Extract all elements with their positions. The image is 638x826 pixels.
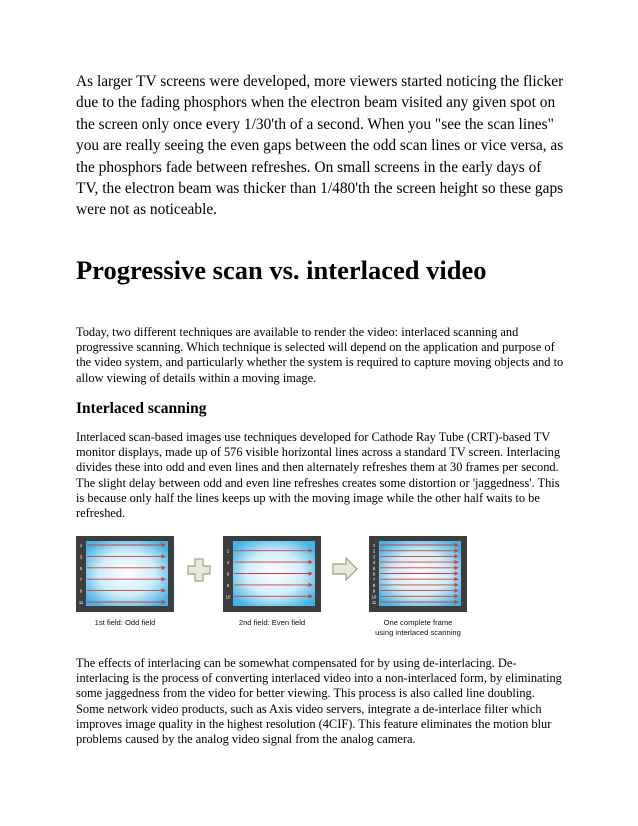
scan-line-number: 8 bbox=[226, 582, 230, 588]
scan-line-number: 3 bbox=[372, 554, 376, 560]
intro-paragraph: As larger TV screens were developed, more viewers started noticing the flicker due to the fading phosphors when the electron beam visited any given spot on the screen only once every 1/30'th of a second. When you "see the scan lines" you are really seeing the even gaps between the odd scan lines or vice versa, as the phosphors fade between refreshes. On small screens in the early days of TV, the electron beam was thicker than 1/480'th the screen height so these gaps were not as noticeable. bbox=[76, 73, 564, 219]
subsection-heading: Interlaced scanning bbox=[76, 400, 207, 417]
screen-area bbox=[86, 541, 168, 606]
scan-line-number: 10 bbox=[225, 594, 231, 600]
odd-field-screen bbox=[76, 536, 174, 612]
scan-line-number: 1 bbox=[372, 543, 376, 548]
interlaced-paragraph: Interlaced scan-based images use techniques developed for Cathode Ray Tube (CRT)-based TV monitor displays, made up of 576 visible horizontal lines across a standard TV screen. Interlacing divides these into odd and even lines and then alternately refreshes them at 30 frames per second. The slight delay between odd and even line refreshes creates some distortion or 'jaggedness'. This is because only half the lines keeps up with the moving image while the other half waits to be refreshed. bbox=[76, 430, 561, 521]
scan-line-number: 6 bbox=[226, 571, 230, 577]
even-field-screen bbox=[223, 536, 321, 612]
scan-line-number: 6 bbox=[372, 571, 376, 577]
scan-line-number: 11 bbox=[371, 600, 377, 605]
scan-line-number: 1 bbox=[79, 543, 83, 548]
arrow-right-icon bbox=[332, 557, 358, 581]
complete-frame-caption-line2: using interlaced scanning bbox=[375, 628, 461, 637]
plus-icon bbox=[187, 558, 211, 582]
complete-frame-screen bbox=[369, 536, 467, 612]
interlaced-scanning-figure bbox=[76, 536, 476, 646]
scan-line-number: 11 bbox=[78, 600, 84, 605]
scan-line-number: 5 bbox=[372, 565, 376, 571]
deinterlacing-paragraph: The effects of interlacing can be somewhat compensated for by using de-interlacing. De-interlacing is the process of converting interlaced video into a non-interlaced form, by eliminating some jaggedness from the video for better viewing. This process is also called line doubling. Some network video products, such as Axis video servers, integrate a de-interlace filter which improves image quality in the highest resolution (4CIF). This feature eliminates the motion blur problems caused by the analog video signal from the analog camera. bbox=[76, 656, 562, 747]
scan-line-number: 8 bbox=[372, 582, 376, 588]
scan-line-number: 7 bbox=[79, 577, 83, 583]
even-field-caption: 2nd field: Even field bbox=[238, 618, 306, 627]
scan-line-number: 5 bbox=[79, 565, 83, 571]
section-heading: Progressive scan vs. interlaced video bbox=[76, 255, 487, 285]
scan-line-number: 9 bbox=[372, 588, 376, 594]
scan-line-number: 2 bbox=[372, 548, 376, 554]
scan-line-number: 9 bbox=[79, 588, 83, 594]
scan-line-number: 4 bbox=[226, 560, 230, 566]
complete-frame-caption-line1: One complete frame bbox=[383, 618, 453, 627]
scan-line-number: 4 bbox=[372, 560, 376, 566]
scan-line-number: 3 bbox=[79, 554, 83, 560]
scan-line-number: 10 bbox=[371, 594, 377, 600]
scan-line-number: 2 bbox=[226, 548, 230, 554]
scan-line-number: 7 bbox=[372, 577, 376, 583]
odd-field-caption: 1st field: Odd field bbox=[94, 618, 156, 627]
section-paragraph: Today, two different techniques are available to render the video: interlaced scanning and progressive scanning. Which technique is selected will depend on the application and purpose of the video system, and particularly whether the system is required to capture moving objects and to allow viewing of details within a moving image. bbox=[76, 325, 564, 385]
